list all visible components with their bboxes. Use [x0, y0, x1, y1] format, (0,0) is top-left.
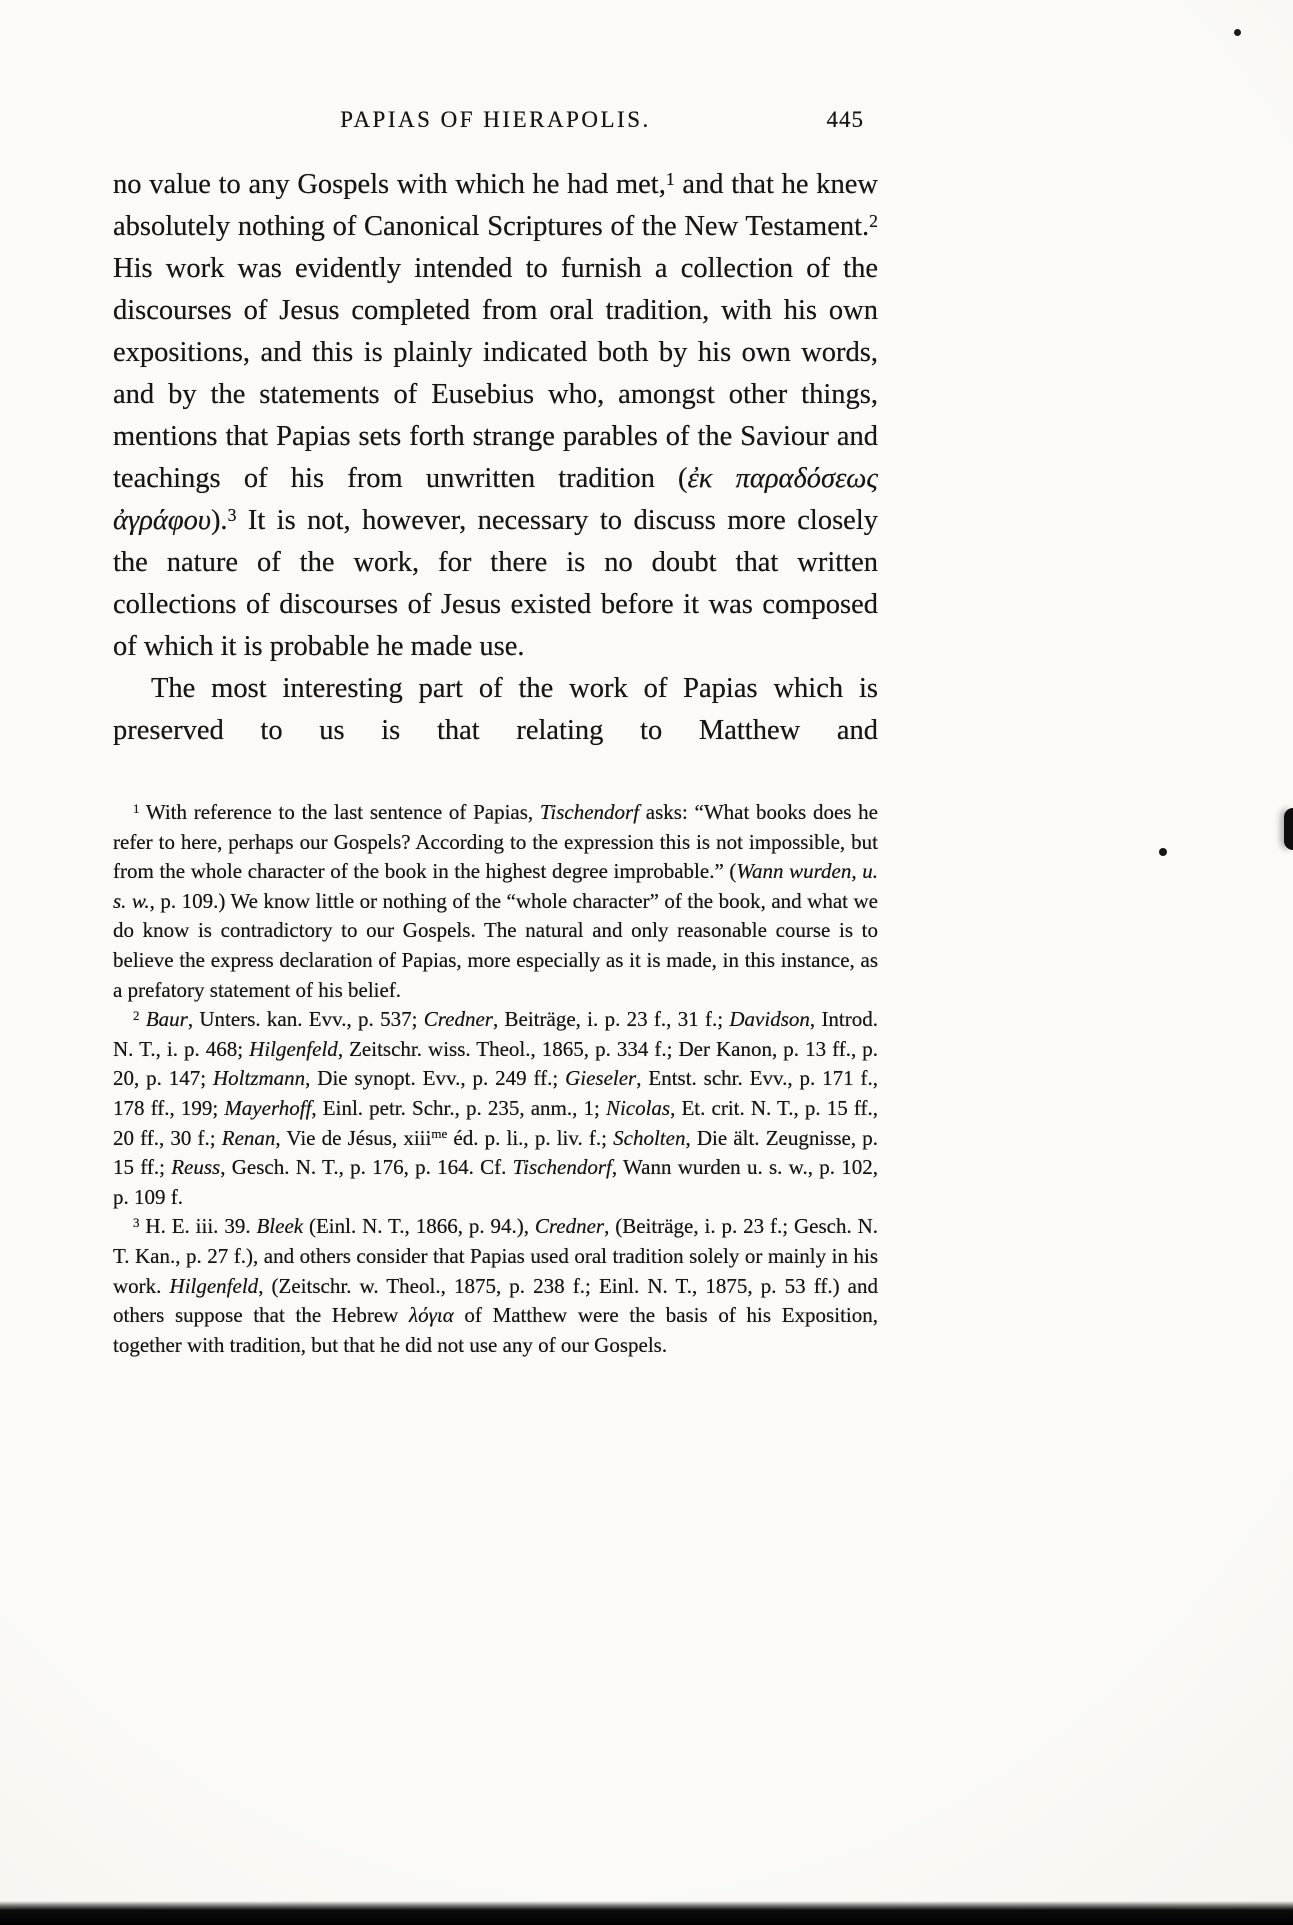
italic-text-run: Credner: [423, 1007, 493, 1032]
italic-text-run: Holtzmann: [212, 1066, 306, 1091]
italic-text-run: Scholten: [613, 1125, 686, 1150]
footnote-marker: 1: [133, 800, 140, 816]
italic-text-run: Gieseler: [565, 1066, 637, 1091]
text-run: (Einl. N. T., 1866, p. 94.),: [303, 1214, 535, 1239]
italic-text-run: Hilgenfeld: [249, 1036, 338, 1061]
text-run: , Einl. petr. Schr., p. 235, anm., 1;: [311, 1095, 606, 1120]
footnote-marker: 3: [227, 504, 237, 525]
text-run: His work was evidently intended to furnish a collection of the discourses of Jesus completed from oral tradition, with his own expositions, and this is plainly indicated both by his own words, and by the statements of Eusebius who, amongst other things, mentions that Papias sets forth strange parables of the Saviour and teachings of his from unwritten tradition (: [113, 253, 878, 494]
footnotes-section: [113, 798, 878, 1360]
footnote-marker: 2: [869, 210, 878, 231]
footnote-3: [113, 1212, 878, 1360]
text-run: It is not, however, necessary to discuss more closely the nature of the work, for there is no doubt that written collections of discourses of Jesus existed before it was composed of which it is probable he made use.: [113, 505, 878, 662]
page-header-title: PAPIAS OF HIERAPOLIS.: [340, 107, 651, 132]
text-run: éd. p. li., p. liv. f.;: [447, 1125, 614, 1150]
page-number: 445: [826, 107, 864, 132]
footnote-marker: 2: [133, 1007, 140, 1023]
text-run: asks: “What books does he refer to here, perhaps our Gospels? According to the expression this is not impossible, but from the whole character of the book in the highest degree improbable.” (: [113, 800, 878, 884]
italic-text-run: Tischendorf: [512, 1155, 612, 1180]
text-run: , Die ält. Zeugnisse, p. 15 ff.;: [113, 1125, 878, 1180]
text-run: The most interesting part of the work of Papias which is preserved to us is that relating to Matthew and: [113, 673, 878, 746]
footnote-marker: 3: [133, 1215, 140, 1231]
footnote-marker: 1: [665, 168, 675, 189]
italic-text-run: Reuss: [171, 1155, 221, 1180]
text-run: , Gesch. N. T., p. 176, p. 164. Cf.: [220, 1155, 513, 1180]
footnote-marker: me: [431, 1126, 448, 1142]
italic-text-run: Davidson: [729, 1007, 810, 1032]
italic-text-run: Nicolas: [605, 1095, 671, 1120]
text-run: H. E. iii. 39.: [139, 1214, 257, 1239]
italic-text-run: Baur: [145, 1007, 188, 1032]
text-run: , Et. crit. N. T., p. 15 ff., 20 ff., 30 f.;: [113, 1095, 878, 1150]
text-run: , (Zeitschr. w. Theol., 1875, p. 238 f.; Einl. N. T., 1875, p. 53 ff.) and others suppose that the Hebrew: [113, 1273, 878, 1328]
italic-text-run: Hilgenfeld: [169, 1273, 259, 1298]
text-run: , Vie de Jésus, xiii: [275, 1125, 432, 1150]
text-run: , (Beiträge, i. p. 23 f.; Gesch. N. T. Kan., p. 27 f.), and others consider that Papias used oral tradition solely or mainly in his work.: [113, 1214, 879, 1298]
body-text: [113, 164, 878, 752]
footnote-1: [113, 798, 878, 1005]
text-run: , Unters. kan. Evv., p. 537;: [187, 1007, 424, 1032]
scan-artifact-dot: [1159, 848, 1167, 856]
text-block: [113, 106, 878, 1360]
body-paragraph: [113, 164, 878, 668]
italic-text-run: Tischendorf: [539, 800, 640, 824]
text-run: ).: [210, 505, 228, 536]
text-run: and that he knew absolutely nothing of Canonical Scriptures of the New Testament.: [113, 169, 878, 242]
italic-text-run: λόγια: [408, 1303, 454, 1328]
italic-text-run: Mayerhoff: [224, 1095, 312, 1120]
scan-edge-bottom: [0, 1901, 1293, 1925]
italic-text-run: Credner: [534, 1214, 605, 1239]
italic-text-run: Bleek: [256, 1214, 304, 1239]
italic-text-run: Renan: [221, 1125, 276, 1150]
italic-text-run: Wann wurden, u. s. w.: [113, 859, 878, 913]
italic-text-run: ἐκ παραδόσεως ἀγράφου: [113, 463, 878, 536]
text-run: , Introd. N. T., i. p. 468;: [113, 1007, 879, 1061]
text-run: , Wann wurden u. s. w., p. 102, p. 109 f.: [113, 1155, 878, 1209]
text-run: , Entst. schr. Evv., p. 171 f., 178 ff., 199;: [113, 1066, 878, 1120]
text-run: , Zeitschr. wiss. Theol., 1865, p. 334 f.; Der Kanon, p. 13 ff., p. 20, p. 147;: [113, 1036, 878, 1091]
text-run: With reference to the last sentence of Papias,: [139, 800, 540, 824]
text-run: no value to any Gospels with which he had met,: [113, 169, 666, 200]
text-run: of Matthew were the basis of his Exposition, together with tradition, but that he did not use any of our Gospels.: [113, 1303, 878, 1357]
scan-artifact-edge: [1284, 808, 1293, 850]
scan-artifact-dot: [1234, 29, 1241, 36]
text-run: , Beiträge, i. p. 23 f., 31 f.;: [492, 1007, 730, 1032]
footnote-2: [113, 1005, 878, 1212]
text-run: , p. 109.) We know little or nothing of the “whole character” of the book, and what we do know is contradictory to our Gospels. The natural and only reasonable course is to believe the express declaration of Papias, more especially as it is made, in this instance, as a prefatory statement of his belief.: [113, 888, 878, 1002]
text-run: , Die synopt. Evv., p. 249 ff.;: [305, 1066, 566, 1091]
running-head: [113, 106, 878, 138]
body-paragraph: [113, 668, 878, 752]
